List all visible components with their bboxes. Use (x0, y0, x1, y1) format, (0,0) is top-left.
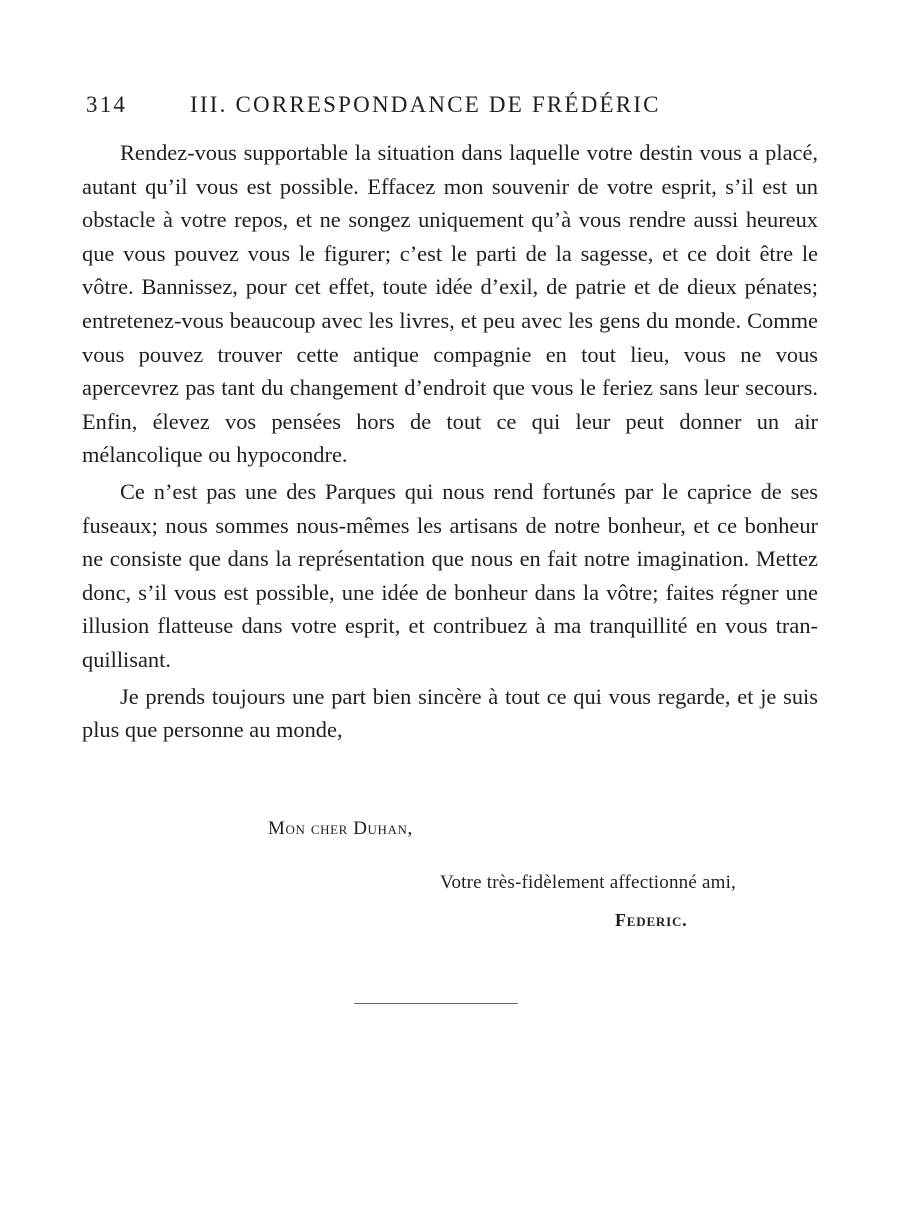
salutation: Mon cher Duhan, (268, 818, 413, 839)
paragraph: Je prends toujours une part bien sincère à tout ce qui vous regarde, et je suis plus que personne au monde, (82, 683, 818, 743)
paragraph: Rendez-vous supportable la situation dans laquelle votre destin vous a placé, autant qu’il vous est possible. Effacez mon souvenir de votre esprit, s’il est un obstacle à votre repos, et ne songez uniquement qu’à vous rendre aussi heureux que vous pouvez vous le figurer; c’est le parti de la sagesse, et ce doit être le vôtre. Bannissez, pour cet effet, toute idée d’exil, de patrie et de dieux pénates; entretenez-vous beaucoup avec les livres, et peu avec les gens du monde. Comme vous pouvez trouver cette antique compagnie en tout lieu, vous ne vous apercevrez pas tant du changement d’endroit que vous le feriez sans leur secours. Enfin, élevez vos pensées hors de tout ce qui leur peut donner un air mélancolique ou hypocondre. (82, 140, 818, 468)
letter-body (82, 136, 818, 750)
signature: Federic. (615, 910, 688, 930)
closing-formula: Votre très-fidèlement affectionné ami, (440, 872, 737, 893)
page-number: 314 (86, 92, 128, 117)
paragraph: Ce n’est pas une des Parques qui nous rend fortunés par le caprice de ses fuseaux; nous sommes nous-mêmes les artisans de notre bonheur, et ce bonheur ne consiste que dans la représentation que nous en fait notre imagination. Mettez donc, s’il vous est possible, une idée de bonheur dans la vôtre; faites régner une illusion flatteuse dans votre esprit, et contribuez à ma tranquillité en vous tranquillisant. (82, 478, 818, 672)
page-header (86, 92, 826, 124)
section-divider (354, 1003, 518, 1004)
running-head: III. CORRESPONDANCE DE FRÉDÉRIC (190, 92, 661, 117)
